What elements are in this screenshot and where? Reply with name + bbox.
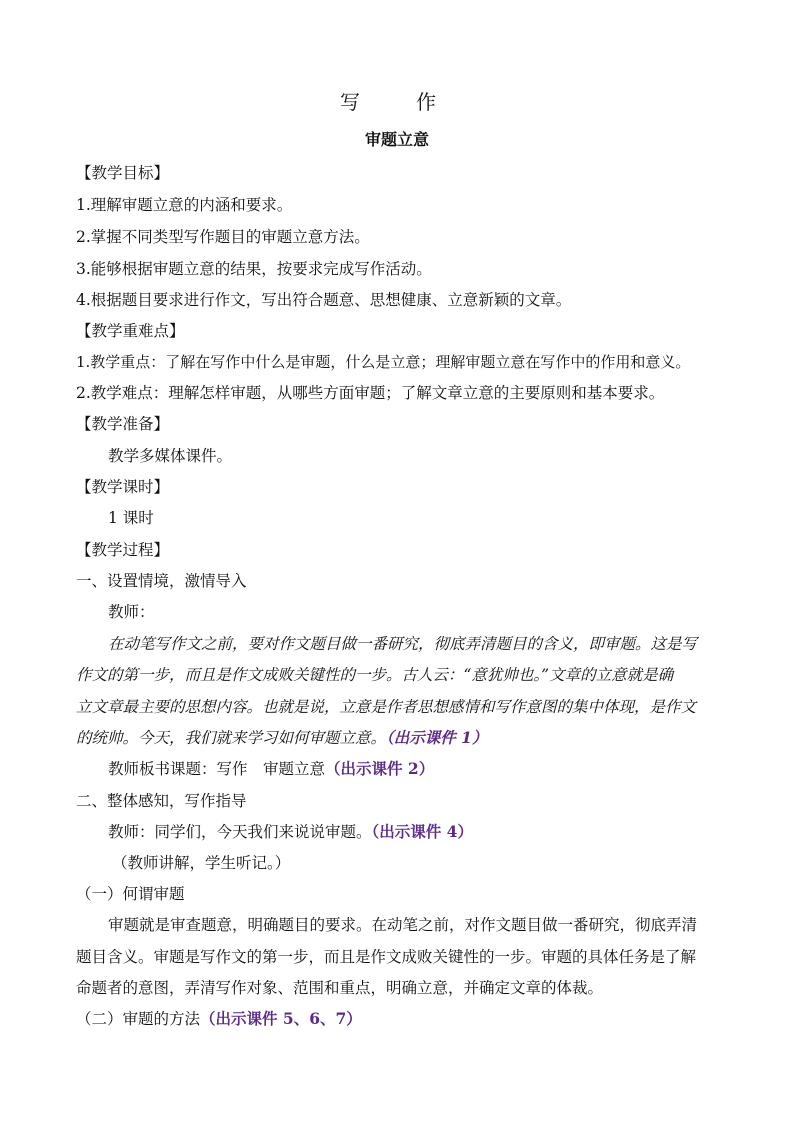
courseware-note: （出示课件 4） bbox=[371, 822, 473, 841]
courseware-note: （出示课件 2） bbox=[325, 759, 435, 778]
key-heading: 【教学重难点】 bbox=[76, 322, 185, 340]
goal-item: 2.掌握不同类型写作题目的审题立意方法。 bbox=[76, 228, 370, 246]
goal-item: 4.根据题目要求进行作文，写出符合题意、思想健康、立意新颖的文章。 bbox=[76, 291, 572, 309]
process-heading: 【教学过程】 bbox=[76, 541, 170, 559]
goal-item: 3.能够根据审题立意的结果，按要求完成写作活动。 bbox=[76, 260, 432, 278]
sub1-heading: （一）何谓审题 bbox=[76, 885, 185, 903]
sub1-line: 命题者的意图，弄清写作对象、范围和重点，明确立意，并确定文章的体裁。 bbox=[76, 979, 604, 997]
intro-line: 作文的第一步，而且是作文成败关键性的一步。古人云：“意犹帅也。”文章的立意就是确 bbox=[76, 666, 674, 684]
intro-text: 的统帅。今天，我们就来学习如何审题立意。 bbox=[76, 729, 387, 747]
part1-heading: 一、设置情境，激情导入 bbox=[76, 572, 247, 590]
sub2-line bbox=[76, 1008, 726, 1030]
intro-line: 立文章最主要的思想内容。也就是说，立意是作者思想感情和写作意图的集中体现，是作文 bbox=[76, 698, 697, 716]
courseware-note: （出示课件 5、6、7） bbox=[200, 1009, 362, 1028]
intro-line: 在动笔写作文之前，要对作文题目做一番研究，彻底弄清题目的含义，即审题。这是写 bbox=[108, 635, 698, 653]
teacher-line bbox=[108, 821, 758, 843]
intro-line-last bbox=[76, 727, 726, 749]
page-title: 写 作 bbox=[340, 90, 454, 114]
key-point: 1.教学重点：了解在写作中什么是审题，什么是立意；理解审题立意在写作中的作用和意义。 bbox=[76, 353, 691, 371]
sub1-line: 题目含义。审题是写作文的第一步，而且是作文成败关键性的一步。审题的具体任务是了解 bbox=[76, 948, 697, 966]
prep-heading: 【教学准备】 bbox=[76, 415, 170, 433]
hours-heading: 【教学课时】 bbox=[76, 478, 170, 496]
hours-text: 1 课时 bbox=[108, 509, 154, 527]
board-line bbox=[108, 758, 758, 780]
page-subtitle: 审题立意 bbox=[364, 130, 429, 149]
courseware-note: （出示课件 1） bbox=[386, 728, 488, 747]
sub1-line: 审题就是审查题意，明确题目的要求。在动笔之前，对作文题目做一番研究，彻底弄清 bbox=[108, 916, 698, 934]
key-point: 2.教学难点：理解怎样审题，从哪些方面审题；了解文章立意的主要原则和基本要求。 bbox=[76, 384, 665, 402]
teacher-text: 教师：同学们，今天我们来说说审题。 bbox=[108, 823, 372, 841]
goals-heading: 【教学目标】 bbox=[76, 164, 170, 182]
prep-text: 教学多媒体课件。 bbox=[108, 447, 233, 465]
sub2-heading: （二）审题的方法 bbox=[76, 1010, 201, 1028]
note-line: （教师讲解，学生听记。） bbox=[112, 854, 291, 872]
board-text: 教师板书课题：写作 审题立意 bbox=[108, 760, 326, 778]
part2-heading: 二、整体感知，写作指导 bbox=[76, 792, 247, 810]
goal-item: 1.理解审题立意的内涵和要求。 bbox=[76, 196, 293, 214]
teacher-label: 教师： bbox=[108, 603, 155, 621]
